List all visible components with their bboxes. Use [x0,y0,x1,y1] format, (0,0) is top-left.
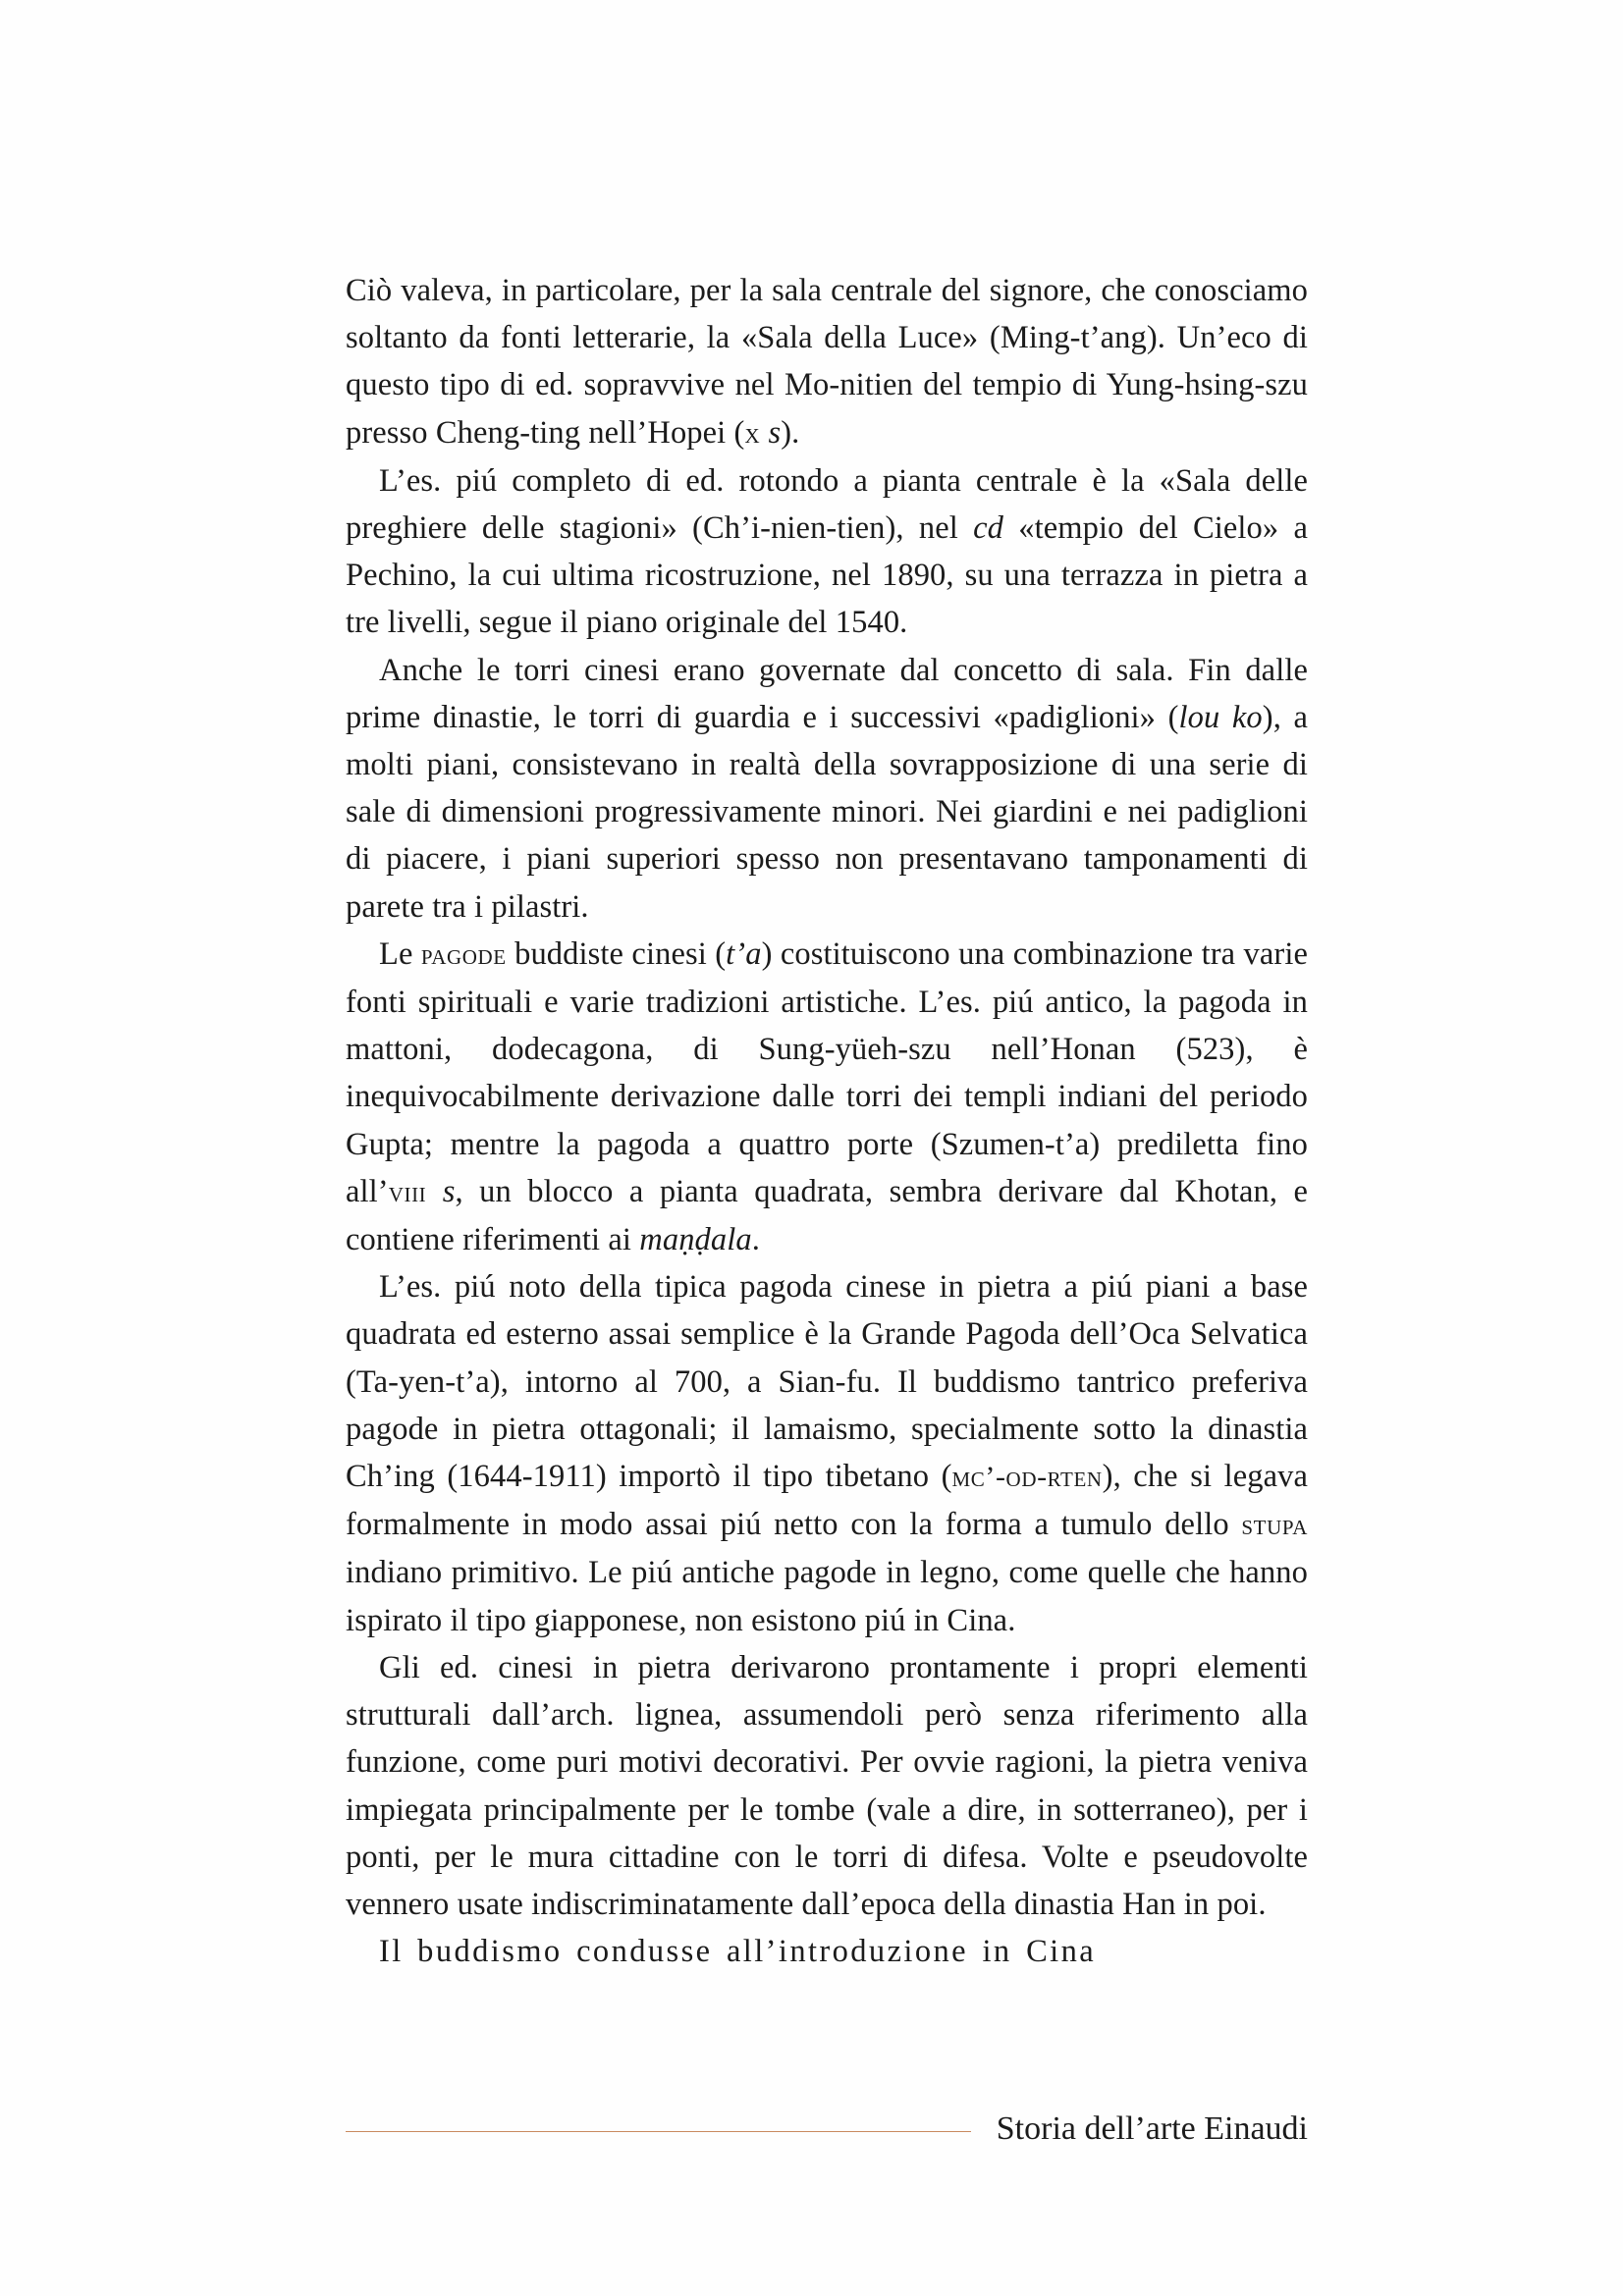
body-text: L’es. piú noto della tipica pagoda cinese in pietra a piú piani a base quadrata ed esterno assai semplice è la Grande Pagoda dell’Oca Selvatica (Ta-yen-t’a), intorno al 700, a Sian-fu. Il buddismo tantrico preferiva pagode in pietra ottagonali; il lamaismo, specialmente sotto la dinastia Ch’ing (1644-1911) importò il tipo tibetano ( [346,1269,1308,1495]
body-text: ), a molti piani, consistevano in realtà della sovrapposizione di una serie di sale di dimensioni progressivamente minori. Nei giardini e nei padiglioni di piacere, i piani superiori spesso non presentavano tamponamenti di parete tra i pilastri. [346,699,1308,925]
italic-text: lou ko [1178,699,1263,735]
small-caps-text: stupa [1241,1509,1308,1542]
italic-text: maṇḍala [639,1222,752,1258]
body-text: L’es. piú completo di ed. rotondo a pianta centrale è la «Sala delle preghiere delle stagioni» (Ch’i-nien-tien), nel [346,462,1308,547]
small-caps-text: viii [388,1175,427,1208]
body-text: ). [781,414,800,451]
italic-text: s [768,414,782,451]
body-text: indiano primitivo. Le piú antiche pagode in legno, come quelle che hanno ispirato il tipo giapponese, non esistono piú in Cina. [346,1555,1308,1638]
paragraph [346,457,1308,647]
italic-text: t’a [726,935,762,972]
paragraph [346,1644,1308,1928]
small-caps-text: mc’-od-rten [951,1461,1103,1494]
body-text: «tempio del Cielo» a Pechino, la cui ultima ricostruzione, nel 1890, su una terrazza in pietra a tre livelli, segue il piano originale del 1540. [346,510,1308,641]
page-footer [346,2100,1308,2159]
paragraph [346,267,1308,457]
paragraph [346,1263,1308,1644]
italic-text: s [442,1173,456,1209]
italic-text: cd [973,510,1004,547]
body-text: Gli ed. cinesi in pietra derivarono prontamente i propri elementi strutturali dall’arch. lignea, assumendoli però senza riferimento alla funzione, come puri motivi decorativi. Per ovvie ragioni, la pietra veniva impiegata principalmente per le tombe (vale a dire, in sotterraneo), per i ponti, per le mura cittadine con le torri di difesa. Volte e pseudovolte vennero usate indiscriminatamente dall’epoca della dinastia Han in poi. [346,1649,1308,1922]
footer-series-title: Storia dell’arte Einaudi [996,2110,1308,2147]
body-text: ) costituiscono una combinazione tra varie fonti spirituali e varie tradizioni artistiche. L’es. piú antico, la pagoda in mattoni, dodecagona, di Sung-yüeh-szu nell’Honan (523), è inequivocabilmente derivazione dalle torri dei templi indiani del periodo Gupta; mentre la pagoda a quattro porte (Szumen-t’a) prediletta fino all’ [346,935,1309,1209]
footer-rule [346,2131,971,2132]
letterspaced-text: Il buddismo condusse all’introduzione in Cina [379,1934,1097,1970]
paragraph [346,931,1308,1263]
body-text [426,1174,442,1209]
body-text: buddiste cinesi ( [506,935,727,972]
paragraph [346,647,1308,931]
body-text: . [751,1222,760,1258]
small-caps-text: x [744,416,761,450]
small-caps-text: pagode [420,937,507,971]
body-text: Anche le torri cinesi erano governate dal concetto di sala. Fin dalle prime dinastie, le torri di guardia e i successivi «padiglioni» ( [346,652,1308,735]
body-text: ), che si legava formalmente in modo assai piú netto con la forma a tumulo dello [346,1459,1308,1543]
paragraph [346,1928,1308,1975]
body-text: Ciò valeva, in particolare, per la sala centrale del signore, che conosciamo soltanto da fonti letterarie, la «Sala della Luce» (Ming-t’ang). Un’eco di questo tipo di ed. sopravvive nel Mo-nitien del tempio di Yung-hsing-szu presso Cheng-ting nell’Hopei ( [346,273,1308,451]
body-text: Le [379,935,421,972]
body-text: , un blocco a pianta quadrata, sembra derivare dal Khotan, e contiene riferimenti ai [346,1173,1308,1258]
body-text-column [346,267,1308,1975]
